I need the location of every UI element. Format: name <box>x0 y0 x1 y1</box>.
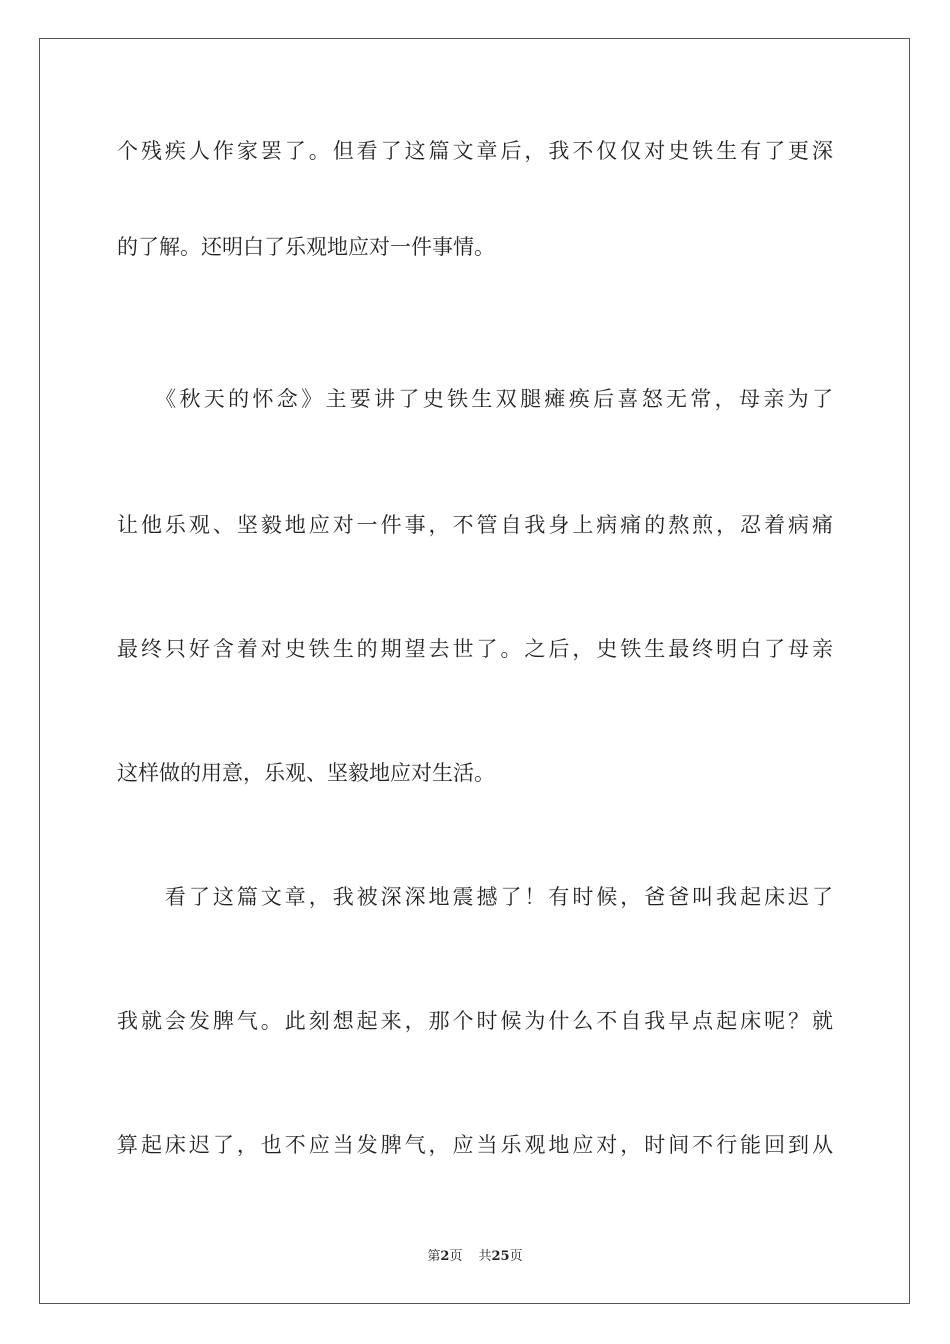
page-number: 2 <box>440 1249 450 1264</box>
page-prefix: 第 <box>427 1249 441 1264</box>
text-line-5: 最终只好含着对史铁生的期望去世了。之后，史铁生最终明白了母亲 <box>117 637 833 661</box>
total-suffix: 页 <box>509 1249 523 1264</box>
text-line-7: 看了这篇文章，我被深深地震撼了！有时候，爸爸叫我起床迟了 <box>117 885 833 909</box>
text-line-4: 让他乐观、坚毅地应对一件事，不管自我身上病痛的熬煎，忍着病痛 <box>117 513 833 537</box>
text-line-8: 我就会发脾气。此刻想起来，那个时候为什么不自我早点起床呢？就 <box>117 1009 833 1033</box>
text-line-9: 算起床迟了，也不应当发脾气，应当乐观地应对，时间不行能回到从 <box>117 1133 833 1157</box>
page-border <box>39 38 910 1304</box>
page-suffix: 页 <box>449 1249 463 1264</box>
total-prefix: 共 <box>478 1249 492 1264</box>
page-footer <box>0 1248 950 1266</box>
total-pages: 25 <box>491 1249 510 1264</box>
text-line-6: 这样做的用意，乐观、坚毅地应对生活。 <box>117 761 495 785</box>
text-line-3: 《秋天的怀念》主要讲了史铁生双腿瘫痪后喜怒无常，母亲为了 <box>117 387 833 411</box>
text-line-2: 的了解。还明白了乐观地应对一件事情。 <box>117 235 495 259</box>
text-line-1: 个残疾人作家罢了。但看了这篇文章后，我不仅仅对史铁生有了更深 <box>117 139 833 163</box>
